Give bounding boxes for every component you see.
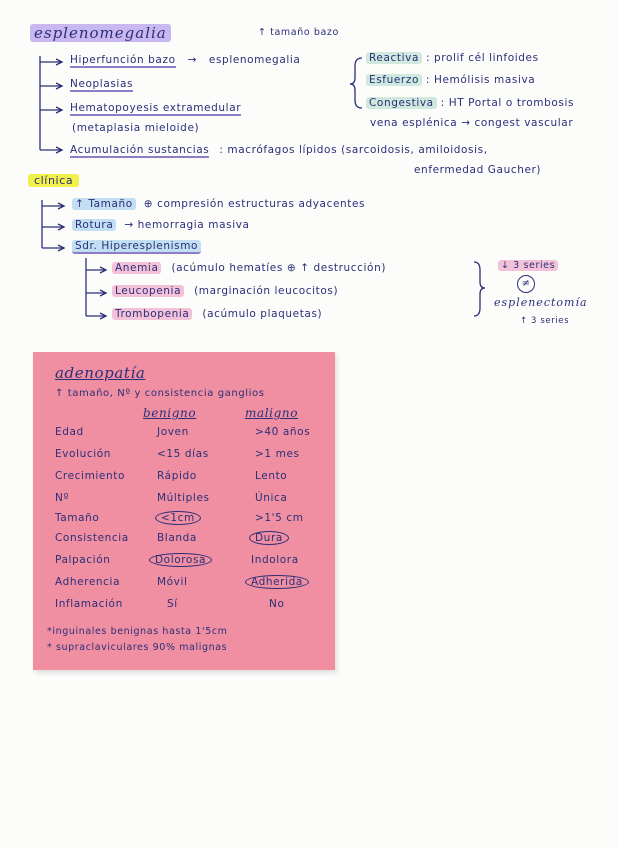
type-text: : Hemólisis masiva — [425, 74, 536, 86]
table-cell-maligno: Única — [255, 492, 288, 504]
sub-item — [112, 308, 322, 320]
table-row-name: Crecimiento — [55, 470, 125, 482]
side-note-bottom: ↑ 3 series — [520, 316, 570, 326]
table-row-name: Inflamación — [55, 598, 123, 610]
sub-label: Trombopenia — [112, 308, 192, 320]
table-row-name: Evolución — [55, 448, 112, 460]
column-header-maligno: maligno — [245, 406, 299, 420]
type-text: : prolif cél linfoides — [425, 52, 539, 64]
clinica-item — [72, 219, 250, 231]
table-cell-maligno: Lento — [255, 470, 288, 482]
header-note: ↑ tamaño bazo — [258, 27, 339, 38]
adenopatia-subtitle: ↑ tamaño, Nº y consistencia ganglios — [55, 388, 265, 399]
adenopatia-sticky-note — [33, 352, 335, 670]
section-title-clinica: clínica — [28, 174, 79, 187]
table-cell-maligno: >40 años — [255, 426, 311, 438]
cause-subtext: (metaplasia mieloide) — [72, 122, 200, 134]
sub-text: (acúmulo plaquetas) — [202, 308, 323, 320]
table-cell-maligno: >1'5 cm — [255, 512, 304, 524]
table-row-name: Tamaño — [55, 512, 100, 524]
type-item — [366, 97, 574, 109]
type-text-2: vena esplénica → congest vascular — [370, 117, 574, 129]
table-cell-benigno: Dolorosa — [149, 554, 212, 566]
footnote: *inguinales benignas hasta 1'5cm — [47, 626, 228, 637]
table-cell-benigno: Blanda — [157, 532, 197, 544]
side-note-mid: esplenectomía — [494, 296, 588, 309]
cause-label: Acumulación sustancias — [70, 144, 210, 156]
sub-item — [112, 262, 386, 274]
sub-label: Anemia — [112, 262, 161, 274]
table-cell-benigno: Rápido — [157, 470, 197, 482]
type-item — [366, 74, 535, 86]
table-row-name: Edad — [55, 426, 84, 438]
clinica-label: Sdr. Hiperesplenismo — [72, 240, 201, 254]
arrow-icon: → — [187, 54, 197, 66]
sub-text: (marginación leucocitos) — [194, 285, 339, 297]
table-row-name: Consistencia — [55, 532, 129, 544]
cause-item — [70, 54, 300, 66]
cause-item — [70, 144, 488, 156]
footnote: * supraclaviculares 90% malignas — [47, 642, 228, 653]
column-header-benigno: benigno — [143, 406, 197, 420]
clinica-label: Rotura — [72, 219, 116, 231]
table-cell-benigno: Sí — [167, 598, 178, 610]
table-cell-benigno: Joven — [157, 426, 189, 438]
table-cell-maligno: Dura — [249, 532, 289, 544]
cause-label: Hematopoyesis extramedular — [70, 102, 242, 114]
adenopatia-title: adenopatía — [55, 364, 146, 382]
table-cell-benigno: Múltiples — [157, 492, 210, 504]
type-label: Esfuerzo — [366, 74, 422, 86]
sub-text: (acúmulo hematíes ⊕ ↑ destrucción) — [171, 262, 387, 274]
cause-label: Neoplasias — [70, 78, 134, 90]
type-text: : HT Portal o trombosis — [440, 97, 575, 109]
side-note-top: ↓ 3 series — [498, 260, 558, 271]
page-title: esplenomegalia — [30, 24, 171, 42]
clinica-label: ↑ Tamaño — [72, 198, 136, 210]
table-cell-maligno: No — [269, 598, 285, 610]
cause-detail: : macrófagos lípidos (sarcoidosis, amiloidosis, — [219, 144, 488, 156]
sub-item — [112, 285, 338, 297]
table-cell-maligno: Indolora — [251, 554, 299, 566]
table-cell-maligno: Adherida — [245, 576, 309, 588]
type-label: Congestiva — [366, 97, 437, 109]
clinica-item — [72, 198, 365, 210]
type-item — [366, 52, 539, 64]
clinica-text: → hemorragia masiva — [124, 219, 250, 231]
clinica-text: ⊕ compresión estructuras adyacentes — [143, 198, 366, 210]
not-equal-icon: ≠ — [517, 275, 535, 293]
clinica-item — [72, 240, 201, 252]
cause-result: esplenomegalia — [208, 54, 301, 66]
type-label: Reactiva — [366, 52, 422, 64]
sub-label: Leucopenia — [112, 285, 184, 297]
cause-label: Hiperfunción bazo — [70, 54, 176, 66]
cause-detail-2: enfermedad Gaucher) — [414, 164, 542, 176]
table-cell-maligno: >1 mes — [255, 448, 300, 460]
table-row-name: Nº — [55, 492, 70, 504]
table-row-name: Palpación — [55, 554, 111, 566]
table-cell-benigno: <15 días — [157, 448, 209, 460]
table-row-name: Adherencia — [55, 576, 121, 588]
table-cell-benigno: Móvil — [157, 576, 188, 588]
table-cell-benigno: <1cm — [155, 512, 201, 524]
cause-item — [70, 78, 133, 90]
cause-item — [70, 102, 241, 114]
